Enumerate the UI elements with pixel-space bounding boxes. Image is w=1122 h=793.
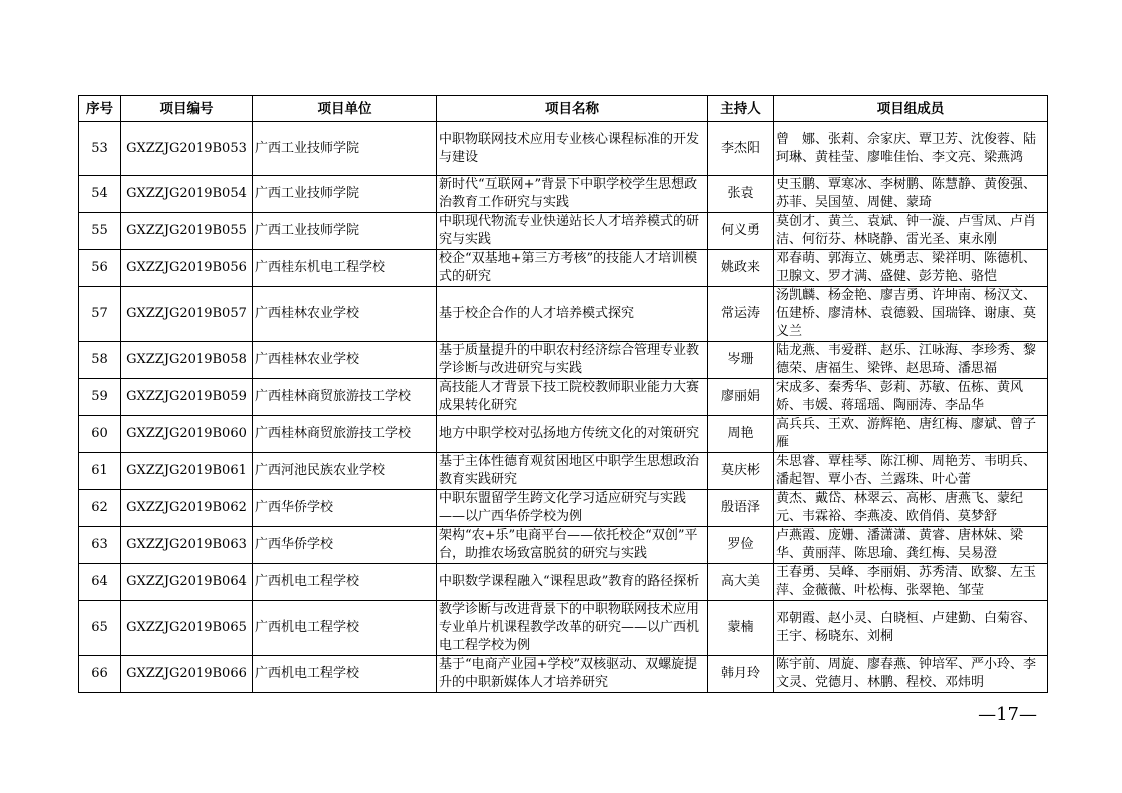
code-cell: GXZZJG2019B064 <box>121 564 253 601</box>
table-row <box>79 490 1048 527</box>
unit-cell: 广西桂林农业学校 <box>253 342 437 379</box>
code-cell: GXZZJG2019B061 <box>121 453 253 490</box>
unit-cell: 广西桂林农业学校 <box>253 287 437 342</box>
project-name-cell: 教学诊断与改进背景下的中职物联网技术应用专业单片机课程教学改革的研究——以广西机电工程学校为例 <box>437 601 708 656</box>
code-cell: GXZZJG2019B057 <box>121 287 253 342</box>
host-cell: 岑珊 <box>708 342 774 379</box>
host-cell: 张袁 <box>708 176 774 213</box>
seq-cell: 65 <box>79 601 121 656</box>
members-cell: 邓春萌、郭海立、姚勇志、梁祥明、陈德机、卫腺文、罗才满、盛健、彭芳艳、骆恺 <box>774 250 1048 287</box>
table-row <box>79 564 1048 601</box>
unit-cell: 广西机电工程学校 <box>253 656 437 693</box>
seq-cell: 59 <box>79 379 121 416</box>
project-table <box>78 95 1048 693</box>
unit-cell: 广西工业技师学院 <box>253 176 437 213</box>
table-row <box>79 122 1048 176</box>
table-row <box>79 287 1048 342</box>
table-row <box>79 176 1048 213</box>
host-cell: 何义勇 <box>708 213 774 250</box>
seq-cell: 62 <box>79 490 121 527</box>
seq-cell: 53 <box>79 122 121 176</box>
code-cell: GXZZJG2019B060 <box>121 416 253 453</box>
seq-cell: 63 <box>79 527 121 564</box>
table-row <box>79 656 1048 693</box>
members-cell: 宋成多、秦秀华、彭莉、苏敏、伍栋、黄风娇、韦媛、蒋瑶瑶、陶丽涛、李品华 <box>774 379 1048 416</box>
seq-cell: 60 <box>79 416 121 453</box>
members-cell: 朱思睿、覃桂琴、陈江柳、周艳芳、韦明兵、潘起智、覃小杏、兰露珠、叶心蕾 <box>774 453 1048 490</box>
host-cell: 蒙楠 <box>708 601 774 656</box>
unit-cell: 广西华侨学校 <box>253 527 437 564</box>
page-number: —17— <box>978 704 1037 725</box>
code-cell: GXZZJG2019B054 <box>121 176 253 213</box>
code-cell: GXZZJG2019B063 <box>121 527 253 564</box>
members-cell: 莫创才、黄兰、袁斌、钟一漩、卢雪凤、卢肖洁、何衍芬、林晓静、雷光圣、東永刚 <box>774 213 1048 250</box>
code-cell: GXZZJG2019B053 <box>121 122 253 176</box>
members-cell: 陆龙燕、韦爱群、赵乐、江咏海、李珍秀、黎德荣、唐福生、梁铧、赵思琦、潘思福 <box>774 342 1048 379</box>
table-body <box>79 122 1048 693</box>
unit-cell: 广西工业技师学院 <box>253 122 437 176</box>
unit-cell: 广西华侨学校 <box>253 490 437 527</box>
members-cell: 曾 娜、张莉、佘家庆、覃卫芳、沈俊蓉、陆珂琳、黄桂莹、廖唯佳怡、李文亮、梁燕鸿 <box>774 122 1048 176</box>
host-cell: 莫庆彬 <box>708 453 774 490</box>
host-cell: 韩月玲 <box>708 656 774 693</box>
members-cell: 邓朝霞、赵小灵、白晓桓、卢建勤、白菊容、王宇、杨晓东、刘桐 <box>774 601 1048 656</box>
project-name-cell: 中职东盟留学生跨文化学习适应研究与实践——以广西华侨学校为例 <box>437 490 708 527</box>
header-name: 项目名称 <box>437 96 708 122</box>
host-cell: 李杰阳 <box>708 122 774 176</box>
seq-cell: 56 <box>79 250 121 287</box>
table-row <box>79 342 1048 379</box>
code-cell: GXZZJG2019B066 <box>121 656 253 693</box>
table-row <box>79 213 1048 250</box>
project-name-cell: 中职现代物流专业快递站长人才培养模式的研究与实践 <box>437 213 708 250</box>
host-cell: 罗俭 <box>708 527 774 564</box>
project-name-cell: 地方中职学校对弘扬地方传统文化的对策研究 <box>437 416 708 453</box>
unit-cell: 广西机电工程学校 <box>253 601 437 656</box>
header-unit: 项目单位 <box>253 96 437 122</box>
host-cell: 廖丽娟 <box>708 379 774 416</box>
project-name-cell: 基于校企合作的人才培养模式探究 <box>437 287 708 342</box>
code-cell: GXZZJG2019B065 <box>121 601 253 656</box>
table-row <box>79 453 1048 490</box>
unit-cell: 广西河池民族农业学校 <box>253 453 437 490</box>
members-cell: 王春勇、吴峰、李丽娟、苏秀清、欧黎、左玉萍、金薇薇、叶松梅、张翠艳、邹莹 <box>774 564 1048 601</box>
host-cell: 周艳 <box>708 416 774 453</box>
header-host: 主持人 <box>708 96 774 122</box>
seq-cell: 61 <box>79 453 121 490</box>
host-cell: 常运涛 <box>708 287 774 342</box>
project-name-cell: 基于主体性德育观贫困地区中职学生思想政治教育实践研究 <box>437 453 708 490</box>
unit-cell: 广西桂林商贸旅游技工学校 <box>253 379 437 416</box>
header-members: 项目组成员 <box>774 96 1048 122</box>
table-row <box>79 379 1048 416</box>
seq-cell: 66 <box>79 656 121 693</box>
table-row <box>79 416 1048 453</box>
project-name-cell: 高技能人才背景下技工院校教师职业能力大赛成果转化研究 <box>437 379 708 416</box>
members-cell: 卢燕霞、庞姗、潘潇潇、黄睿、唐林妹、梁华、黄丽萍、陈思瑜、龚红梅、吴易澄 <box>774 527 1048 564</box>
seq-cell: 55 <box>79 213 121 250</box>
host-cell: 姚政来 <box>708 250 774 287</box>
unit-cell: 广西机电工程学校 <box>253 564 437 601</box>
code-cell: GXZZJG2019B055 <box>121 213 253 250</box>
table-row <box>79 601 1048 656</box>
header-code: 项目编号 <box>121 96 253 122</box>
seq-cell: 64 <box>79 564 121 601</box>
members-cell: 高兵兵、王欢、游辉艳、唐红梅、廖斌、曾子雁 <box>774 416 1048 453</box>
table-row <box>79 527 1048 564</box>
unit-cell: 广西桂东机电工程学校 <box>253 250 437 287</box>
seq-cell: 54 <box>79 176 121 213</box>
project-name-cell: 中职数学课程融入“课程思政”教育的路径探析 <box>437 564 708 601</box>
seq-cell: 57 <box>79 287 121 342</box>
project-name-cell: 架构“农+乐”电商平台——依托校企“双创”平台，助推农场致富脱贫的研究与实践 <box>437 527 708 564</box>
project-name-cell: 校企“双基地+第三方考核”的技能人才培训模式的研究 <box>437 250 708 287</box>
project-name-cell: 中职物联网技术应用专业核心课程标准的开发与建设 <box>437 122 708 176</box>
header-row <box>79 96 1048 122</box>
host-cell: 高大美 <box>708 564 774 601</box>
members-cell: 汤凯麟、杨金艳、廖吉勇、许坤南、杨汉文、伍建桥、廖清林、袁德毅、国瑞锋、谢康、莫义兰 <box>774 287 1048 342</box>
project-name-cell: 基于“电商产业园+学校”双核驱动、双螺旋提升的中职新媒体人才培养研究 <box>437 656 708 693</box>
code-cell: GXZZJG2019B062 <box>121 490 253 527</box>
members-cell: 黄杰、戴岱、林翠云、高彬、唐燕飞、蒙纪元、韦霖裕、李燕凌、欧俏俏、莫梦舒 <box>774 490 1048 527</box>
project-name-cell: 新时代“互联网+”背景下中职学校学生思想政治教育工作研究与实践 <box>437 176 708 213</box>
seq-cell: 58 <box>79 342 121 379</box>
code-cell: GXZZJG2019B059 <box>121 379 253 416</box>
unit-cell: 广西工业技师学院 <box>253 213 437 250</box>
table-row <box>79 250 1048 287</box>
project-name-cell: 基于质量提升的中职农村经济综合管理专业教学诊断与改进研究与实践 <box>437 342 708 379</box>
members-cell: 陈宇前、周旋、廖春燕、钟培军、严小玲、李文灵、党德月、林鹏、程校、邓炜明 <box>774 656 1048 693</box>
host-cell: 殷语泽 <box>708 490 774 527</box>
members-cell: 史玉鹏、覃寒冰、李树鹏、陈慧静、黄俊强、苏菲、吴国堃、周健、蒙琦 <box>774 176 1048 213</box>
header-seq: 序号 <box>79 96 121 122</box>
code-cell: GXZZJG2019B058 <box>121 342 253 379</box>
code-cell: GXZZJG2019B056 <box>121 250 253 287</box>
unit-cell: 广西桂林商贸旅游技工学校 <box>253 416 437 453</box>
